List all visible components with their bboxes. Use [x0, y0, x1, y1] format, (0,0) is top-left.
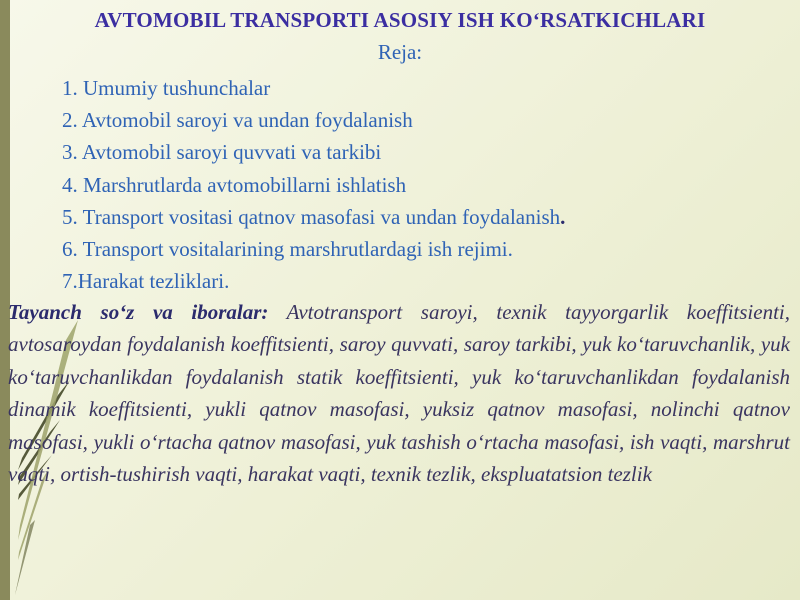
plan-item-1: 1. Umumiy tushunchalar [62, 76, 271, 100]
plan-item-6: 6. Transport vositalarining marshrutlardagi ish rejimi. [62, 237, 513, 262]
plan-list [62, 72, 565, 297]
keywords-paragraph [8, 296, 790, 490]
plan-heading: Reja: [377, 40, 423, 64]
plan-item-5 [62, 201, 565, 233]
keywords-label: Tayanch so‘z va iboralar: [8, 300, 269, 324]
plan-item-2: 2. Avtomobil saroyi va undan foydalanish [62, 108, 413, 133]
slide-title: AVTOMOBIL TRANSPORTI ASOSIY ISH KO‘RSATKICHLARI [94, 8, 706, 32]
plan-item-5-text: 5. Transport vositasi qatnov masofasi va undan foydalanish [62, 204, 561, 229]
plan-item-3: 3. Avtomobil saroyi quvvati va tarkibi [62, 140, 382, 165]
keywords-text: Avtotransport saroyi, texnik tayyorgarlik koeffitsienti, avtosaroydan foydalanish koeffitsienti, saroy quvvati, saroy tarkibi, yuk ko‘taruvchanlik, yuk ko‘taruvchanlikdan foydalanish statik koeffitsienti, yuk ko‘taruvchanlikdan foydalanish dinamik koeffitsienti, yukli qatnov masofasi, yuksiz qatnov masofasi, nolinchi qatnov masofasi, yukli o‘rtacha qatnov masofasi, yuk tashish o‘rtacha masofasi, ish vaqti, marshrut vaqti, ortish-tushirish vaqti, harakat vaqti, texnik tezlik, ekspluatatsion tezlik [8, 300, 790, 487]
plan-item-5-dot: . [560, 204, 566, 229]
plan-item-7: 7.Harakat tezliklari. [62, 269, 230, 294]
plan-item-4: 4. Marshrutlarda avtomobillarni ishlatish [62, 172, 407, 197]
